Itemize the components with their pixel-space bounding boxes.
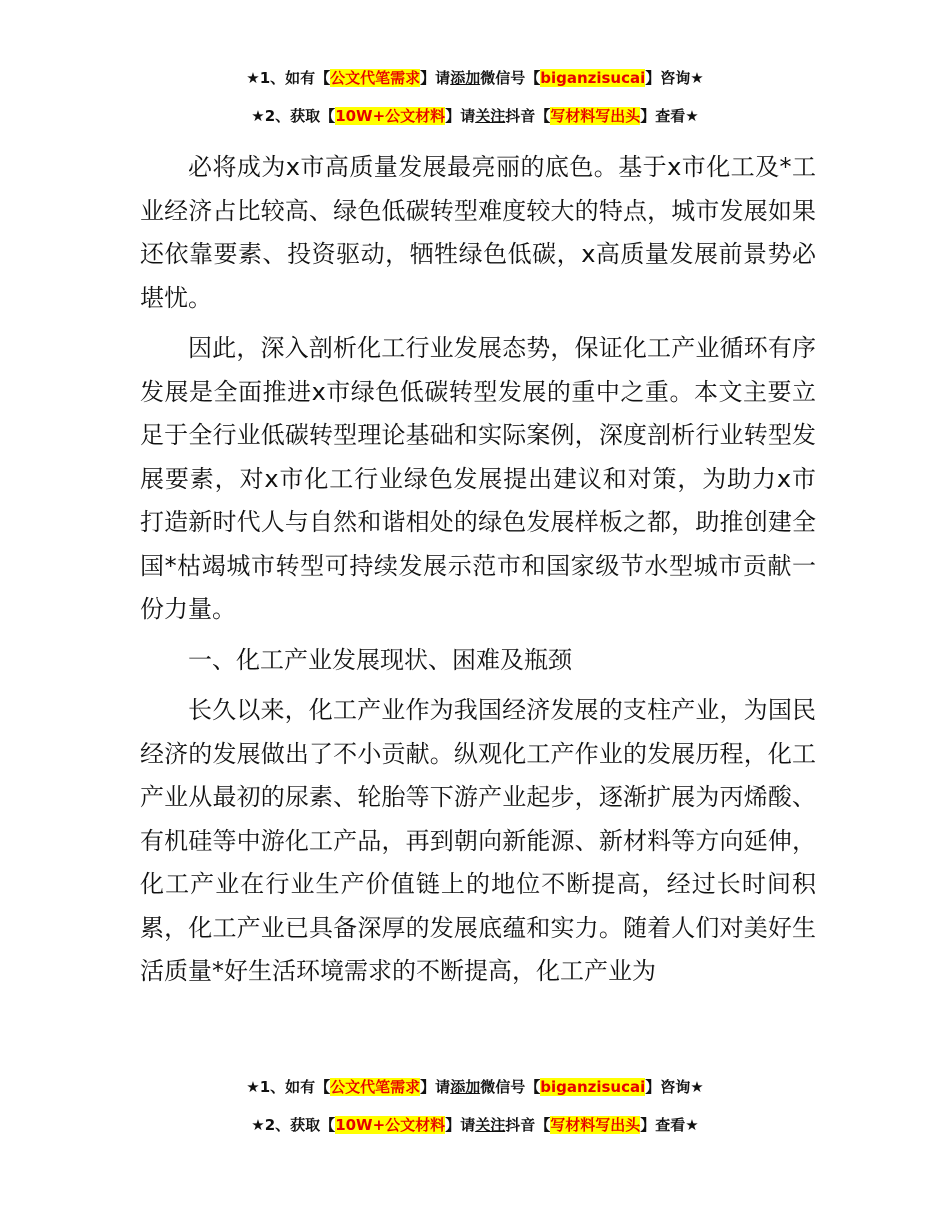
header-line2-underlined: 关注 bbox=[475, 107, 506, 125]
footer-line1-mid1: 】请 bbox=[420, 1078, 451, 1096]
footer-line1-mid2: 微信号【 bbox=[480, 1078, 541, 1096]
paragraph-industry-history: 长久以来，化工产业作为我国经济发展的支柱产业，为国民经济的发展做出了不小贡献。纵观化工产作业的发展历程，化工产业从最初的尿素、轮胎等下游产业起步，逐渐扩展为丙烯酸、有机硅等中游化工产品，再到朝向新能源、新材料等方向延伸，化工产业在行业生产价值链上的地位不断提高，经过长时间积累，化工产业已具备深厚的发展底蕴和实力。随着人们对美好生活质量*好生活环境需求的不断提高，化工产业为 bbox=[140, 696, 816, 985]
header-line2-suffix: 】查看★ bbox=[640, 107, 699, 125]
header-line2-mid1: 】请 bbox=[445, 107, 476, 125]
footer-line1-suffix: 】咨询★ bbox=[645, 1078, 704, 1096]
footer-line1-highlight-wechat-id: biganzisucai bbox=[540, 1078, 646, 1096]
footer-promo-line-2 bbox=[0, 1115, 950, 1135]
footer-line2-suffix: 】查看★ bbox=[640, 1116, 699, 1134]
header-line2-mid2: 抖音【 bbox=[505, 107, 551, 125]
footer-line1-prefix: ★1、如有【 bbox=[246, 1078, 331, 1096]
header-promo-line-1 bbox=[0, 68, 950, 88]
footer-promo-line-1 bbox=[0, 1077, 950, 1097]
header-line2-prefix: ★2、获取【 bbox=[251, 107, 336, 125]
header-line1-prefix: ★1、如有【 bbox=[246, 69, 331, 87]
header-line2-highlight-douyin: 写材料写出头 bbox=[550, 107, 641, 125]
footer-line2-mid1: 】请 bbox=[445, 1116, 476, 1134]
footer-line2-highlight-materials: 10W+公文材料 bbox=[335, 1116, 446, 1134]
footer-line2-highlight-douyin: 写材料写出头 bbox=[550, 1116, 641, 1134]
header-line1-highlight-wechat-id: biganzisucai bbox=[540, 69, 646, 87]
paragraph-purpose: 因此，深入剖析化工行业发展态势，保证化工产业循环有序发展是全面推进x市绿色低碳转型发展的重中之重。本文主要立足于全行业低碳转型理论基础和实际案例，深度剖析行业转型发展要素，对x市化工行业绿色发展提出建议和对策，为助力x市打造新时代人与自然和谐相处的绿色发展样板之都，助推创建全国*枯竭城市转型可持续发展示范市和国家级节水型城市贡献一份力量。 bbox=[140, 334, 816, 623]
header-line1-mid1: 】请 bbox=[420, 69, 451, 87]
header-line1-mid2: 微信号【 bbox=[480, 69, 541, 87]
footer-line2-mid2: 抖音【 bbox=[505, 1116, 551, 1134]
footer-line2-prefix: ★2、获取【 bbox=[251, 1116, 336, 1134]
footer-line2-underlined: 关注 bbox=[475, 1116, 506, 1134]
header-line2-highlight-materials: 10W+公文材料 bbox=[335, 107, 446, 125]
header-line1-suffix: 】咨询★ bbox=[645, 69, 704, 87]
footer-line1-underlined: 添加 bbox=[450, 1078, 481, 1096]
header-line1-highlight-service: 公文代笔需求 bbox=[330, 69, 421, 87]
footer-line1-highlight-service: 公文代笔需求 bbox=[330, 1078, 421, 1096]
header-line1-underlined: 添加 bbox=[450, 69, 481, 87]
section-heading-1: 一、化工产业发展现状、困难及瓶颈 bbox=[188, 645, 572, 674]
document-body bbox=[140, 146, 816, 994]
header-promo-line-2 bbox=[0, 106, 950, 126]
paragraph-continuation: 必将成为x市高质量发展最亮丽的底色。基于x市化工及*工业经济占比较高、绿色低碳转型难度较大的特点，城市发展如果还依靠要素、投资驱动，牺牲绿色低碳，x高质量发展前景势必堪忧。 bbox=[140, 153, 816, 312]
